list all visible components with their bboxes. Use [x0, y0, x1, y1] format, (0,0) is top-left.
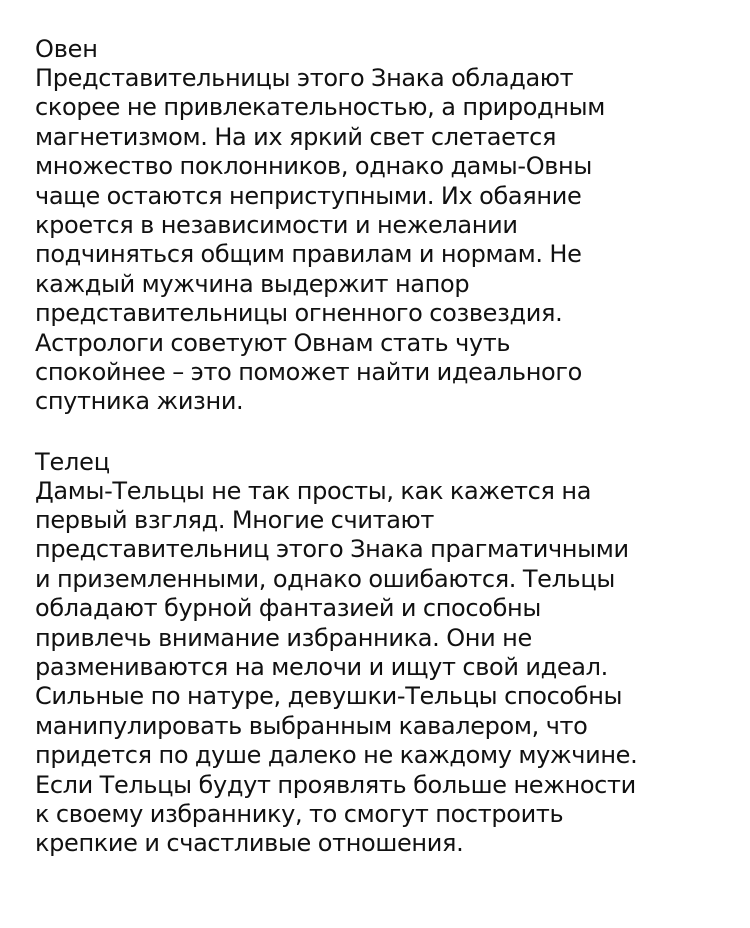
section-text-taurus [35, 477, 725, 859]
text-line: привлечь внимание избранника. Они не [35, 623, 532, 652]
section-title-taurus: Телец [35, 447, 110, 476]
text-line: размениваются на мелочи и ищут свой идеал. [35, 653, 608, 682]
text-line: Если Тельцы будут проявлять больше нежности [35, 770, 636, 799]
section-text-aries [35, 64, 725, 417]
text-line: спокойнее – это поможет найти идеального [35, 357, 582, 386]
section-taurus [35, 447, 725, 859]
text-line: множество поклонников, однако дамы-Овны [35, 152, 592, 181]
text-line: подчиняться общим правилам и нормам. Не [35, 240, 582, 269]
text-line: и приземленными, однако ошибаются. Тельцы [35, 564, 615, 593]
text-line: крепкие и счастливые отношения. [35, 829, 464, 858]
text-line: Астрологи советуют Овнам стать чуть [35, 328, 511, 357]
text-line: скорее не привлекательностью, а природным [35, 93, 605, 122]
text-line: представительницы огненного созвездия. [35, 299, 563, 328]
text-line: Представительницы этого Знака обладают [35, 64, 574, 92]
text-line: придется по душе далеко не каждому мужчине. [35, 741, 638, 770]
text-line: Дамы-Тельцы не так просты, как кажется на [35, 476, 592, 505]
text-line: к своему избраннику, то смогут построить [35, 799, 564, 828]
text-line: Сильные по натуре, девушки-Тельцы способны [35, 682, 623, 711]
text-line: обладают бурной фантазией и способны [35, 594, 541, 623]
text-line: кроется в независимости и нежелании [35, 210, 518, 239]
text-line: манипулировать выбранным кавалером, что [35, 711, 588, 740]
section-aries [35, 34, 725, 417]
section-title-aries: Овен [35, 35, 98, 63]
text-line: спутника жизни. [35, 387, 244, 416]
text-line: чаще остаются неприступными. Их обаяние [35, 181, 582, 210]
text-line: магнетизмом. На их яркий свет слетается [35, 122, 557, 151]
text-line: первый взгляд. Многие считают [35, 506, 435, 535]
text-line: каждый мужчина выдержит напор [35, 269, 470, 298]
text-line: представительниц этого Знака прагматичными [35, 535, 629, 564]
document-page [35, 34, 725, 859]
